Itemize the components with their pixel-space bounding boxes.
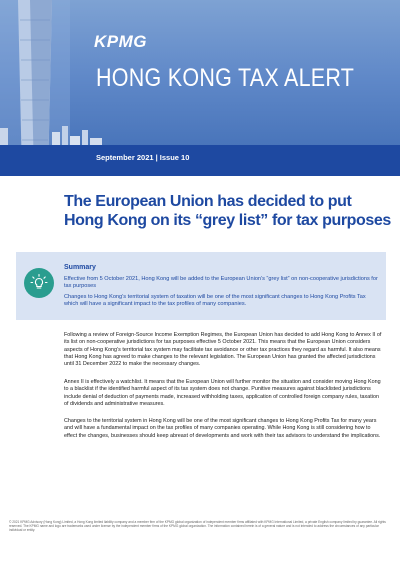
summary-title: Summary xyxy=(64,264,96,271)
summary-box xyxy=(16,252,386,320)
summary-point-1: Effective from 5 October 2021, Hong Kong will be added to the European Union’s “grey list” on non-cooperative jurisdictions for tax purposes xyxy=(64,276,378,290)
issue-band xyxy=(0,145,400,176)
article-headline: The European Union has decided to put Hong Kong on its “grey list” for tax purposes xyxy=(64,193,391,229)
cover-image xyxy=(0,0,400,176)
issue-label: September 2021 | Issue 10 xyxy=(96,153,190,162)
legal-footer: © 2021 KPMG Advisory (Hong Kong) Limited, a Hong Kong limited liability company and a member firm of the KPMG global organization of independent member firms affiliated with KPMG International Limited, a private English company limited by guarantee. All rights reserved. The KPMG name and logo are trademarks used under license by the independent member firms of the KPMG global organization. The information contained herein is of a general nature and is not intended to address the circumstances of any particular individual or entity. xyxy=(9,520,386,533)
kpmg-logo: KPMG xyxy=(94,32,147,51)
body-paragraph-1: Following a review of Foreign-Source Income Exemption Regimes, the European Union has decided to add Hong Kong to Annex II of its list on non-cooperative jurisdictions for tax purposes effective 5 October 2021. This means that the European Union considers aspects of Hong Kong’s territorial tax system may facilitate tax avoidance or other tax practices they regard as harmful. It also means that Hong Kong has agreed to make changes to the relevant legislation. The European Union has granted the affected jurisdictions until 31 December 2022 to make the necessary changes. xyxy=(64,332,382,368)
summary-point-2: Changes to Hong Kong’s territorial system of taxation will be one of the most significant changes to Hong Kong Profits Tax which will have a significant impact to the tax profiles of many companies. xyxy=(64,294,366,308)
body-paragraph-2: Annex II is effectively a watchlist. It means that the European Union will further monitor the situation and consider moving Hong Kong to a blacklist if the identified harmful aspect of its tax system does not change. Punitive measures against blacklisted jurisdictions include denial of deduction of payments made, increased withholding taxes, application of controlled foreign company rules, taxation of dividends and administrative measures. xyxy=(64,379,381,407)
page-title: HONG KONG TAX ALERT xyxy=(96,64,355,92)
body-paragraph-3: Changes to the territorial system in Hong Kong will be one of the most significant changes to Hong Kong Profits Tax for many years and will have a fundamental impact on the tax profiles of many companies operating. While Hong Kong is still considering how to effect the changes, businesses should keep abreast of developments and work with their tax advisors to understand the implications. xyxy=(64,418,381,439)
summary-icon-badge xyxy=(24,268,54,298)
lightbulb-icon xyxy=(29,273,49,293)
